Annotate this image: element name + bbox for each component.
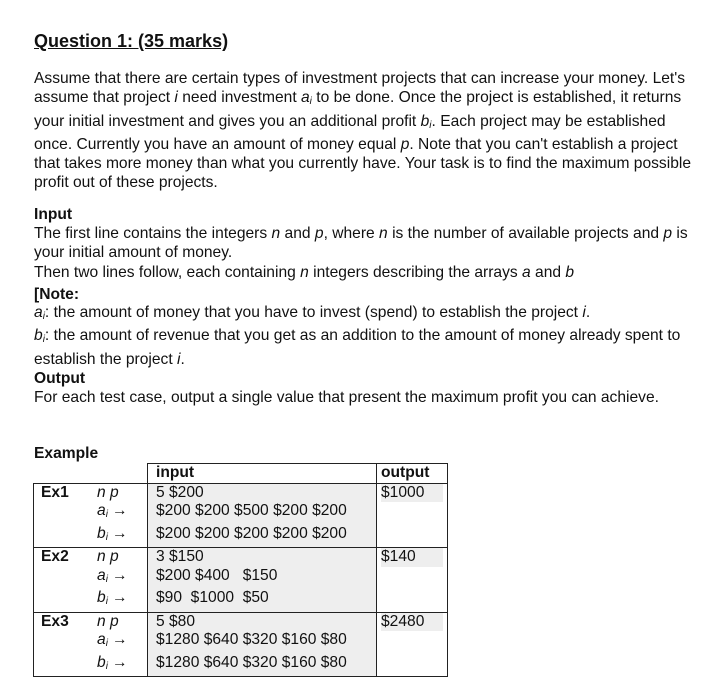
example-output-cell	[377, 631, 448, 654]
var-b: b	[97, 589, 106, 606]
var-a: a	[97, 566, 106, 584]
example-label: Ex1	[34, 483, 92, 502]
example-variable	[91, 567, 148, 590]
example-row	[34, 483, 448, 502]
header-input: input	[148, 464, 377, 484]
input-var-arr-a: a	[522, 263, 531, 281]
note-sub-b: i	[42, 334, 45, 346]
arrow-icon: →	[111, 502, 128, 519]
input-text-5: Then two lines follow, each containing	[34, 263, 301, 281]
example-label	[34, 631, 92, 654]
example-variable: n p	[91, 612, 148, 631]
desc-var-i: i	[174, 89, 178, 107]
header-empty-var	[91, 464, 148, 484]
desc-sub-b: i	[429, 119, 432, 131]
var-sub-i: i	[105, 531, 108, 543]
var-b: b	[97, 653, 106, 671]
arrow-icon: →	[111, 631, 128, 648]
note-text	[34, 303, 699, 369]
note-text-a: : the amount of money that you have to invest (spend) to establish the project	[44, 304, 583, 321]
example-row	[34, 654, 448, 677]
example-output-value: $140	[381, 548, 443, 567]
var-sub-i: i	[105, 509, 108, 520]
desc-text-5: . Note that you can't establish a project that takes more money than what you currently have. Your task is to find the maximum possible profit out of these projects.	[34, 135, 692, 192]
example-input-value: $200 $400 $150	[148, 567, 377, 590]
note-var-a: a	[34, 304, 43, 321]
example-label: Ex3	[34, 612, 92, 631]
note-heading: [Note:	[34, 286, 80, 303]
note-sub-a: i	[42, 311, 45, 322]
example-input-value: 5 $200	[148, 483, 377, 502]
var-b: b	[97, 524, 106, 542]
example-row	[34, 589, 448, 612]
example-output-cell	[377, 567, 448, 590]
input-text-and2: and	[530, 263, 566, 281]
var-sub-i: i	[105, 573, 108, 585]
example-variable	[91, 631, 148, 654]
example-heading: Example	[34, 445, 99, 462]
example-variable	[91, 502, 148, 525]
desc-sub-a: i	[309, 96, 312, 108]
question-marks: (35 marks)	[133, 31, 229, 51]
arrow-icon: →	[111, 589, 128, 606]
example-variable: n p	[91, 548, 148, 567]
example-label	[34, 654, 92, 677]
header-output: output	[377, 464, 448, 484]
input-var-p2: p	[663, 225, 673, 242]
desc-var-a: a	[300, 89, 310, 107]
note-var-i-b: i	[177, 350, 181, 368]
arrow-icon: →	[111, 524, 128, 542]
input-text-3: is the number of available projects and	[387, 225, 664, 242]
example-output-cell	[377, 483, 448, 502]
input-description	[34, 224, 699, 282]
question-number: Question 1:	[34, 31, 134, 51]
example-variable: n p	[91, 483, 148, 502]
input-text-6: integers describing the arrays	[308, 263, 523, 281]
input-var-n3: n	[300, 263, 309, 281]
example-input-value: $200 $200 $200 $200 $200	[148, 525, 377, 548]
desc-var-b: b	[420, 112, 430, 130]
example-label: Ex2	[34, 548, 92, 567]
example-row	[34, 548, 448, 567]
var-a: a	[97, 631, 106, 648]
output-heading: Output	[34, 370, 86, 387]
example-label	[34, 502, 92, 525]
example-label	[34, 589, 92, 612]
example-input-value: $200 $200 $500 $200 $200	[148, 502, 377, 525]
example-row	[34, 612, 448, 631]
question-title	[34, 30, 228, 52]
example-row	[34, 525, 448, 548]
example-variable	[91, 589, 148, 612]
example-row	[34, 502, 448, 525]
output-description: For each test case, output a single value that present the maximum profit you can achieve.	[34, 389, 659, 406]
input-var-n2: n	[379, 225, 388, 242]
var-a: a	[97, 502, 106, 519]
desc-text-2: need investment	[177, 89, 301, 107]
example-output-cell	[377, 654, 448, 677]
note-end-a: .	[585, 304, 591, 321]
desc-text-1: Assume that there are certain types of investment projects that can increase your money. Let's assume that project	[34, 70, 686, 107]
note-var-i-a: i	[582, 304, 586, 321]
arrow-icon: →	[111, 653, 128, 671]
example-row	[34, 631, 448, 654]
note-var-b: b	[34, 327, 43, 345]
note-end-b: .	[180, 350, 185, 368]
example-output-value: $1000	[381, 484, 443, 503]
example-row	[34, 567, 448, 590]
example-label	[34, 567, 92, 590]
var-sub-i: i	[105, 638, 108, 649]
desc-text-3: to be done. Once the project is established, it returns your initial investment and gives you an additional profit	[34, 89, 682, 130]
example-input-value: $90 $1000 $50	[148, 589, 377, 612]
example-output-value: $2480	[381, 613, 443, 632]
example-input-value: $1280 $640 $320 $160 $80	[148, 631, 377, 654]
input-var-p: p	[314, 225, 324, 242]
input-var-arr-b: b	[565, 263, 575, 281]
example-variable	[91, 525, 148, 548]
desc-var-p: p	[400, 135, 410, 153]
example-input-value: 3 $150	[148, 548, 377, 567]
input-text-1: The first line contains the integers	[34, 225, 272, 242]
example-header-row	[34, 464, 448, 484]
var-sub-i: i	[105, 660, 108, 672]
note-text-b: : the amount of revenue that you get as an addition to the amount of money already spent to establish the project	[34, 327, 681, 368]
header-empty-label	[34, 464, 92, 484]
input-heading: Input	[34, 206, 73, 223]
input-text-and: and	[280, 225, 315, 242]
example-output-cell	[377, 589, 448, 612]
example-output-cell	[377, 502, 448, 525]
example-variable	[91, 654, 148, 677]
var-sub-i: i	[105, 596, 108, 607]
example-input-value: $1280 $640 $320 $160 $80	[148, 654, 377, 677]
input-text-2: , where	[323, 225, 380, 242]
example-output-cell	[377, 525, 448, 548]
example-table	[33, 463, 448, 677]
arrow-icon: →	[111, 566, 128, 584]
example-input-value: 5 $80	[148, 612, 377, 631]
input-var-n: n	[271, 225, 281, 242]
example-label	[34, 525, 92, 548]
example-output-cell	[377, 612, 448, 631]
problem-description	[34, 69, 699, 193]
desc-text-4: . Each project may be established once. Currently you have an amount of money equal	[34, 112, 666, 153]
input-text-4: is your initial amount of money.	[34, 225, 688, 262]
example-output-cell	[377, 548, 448, 567]
